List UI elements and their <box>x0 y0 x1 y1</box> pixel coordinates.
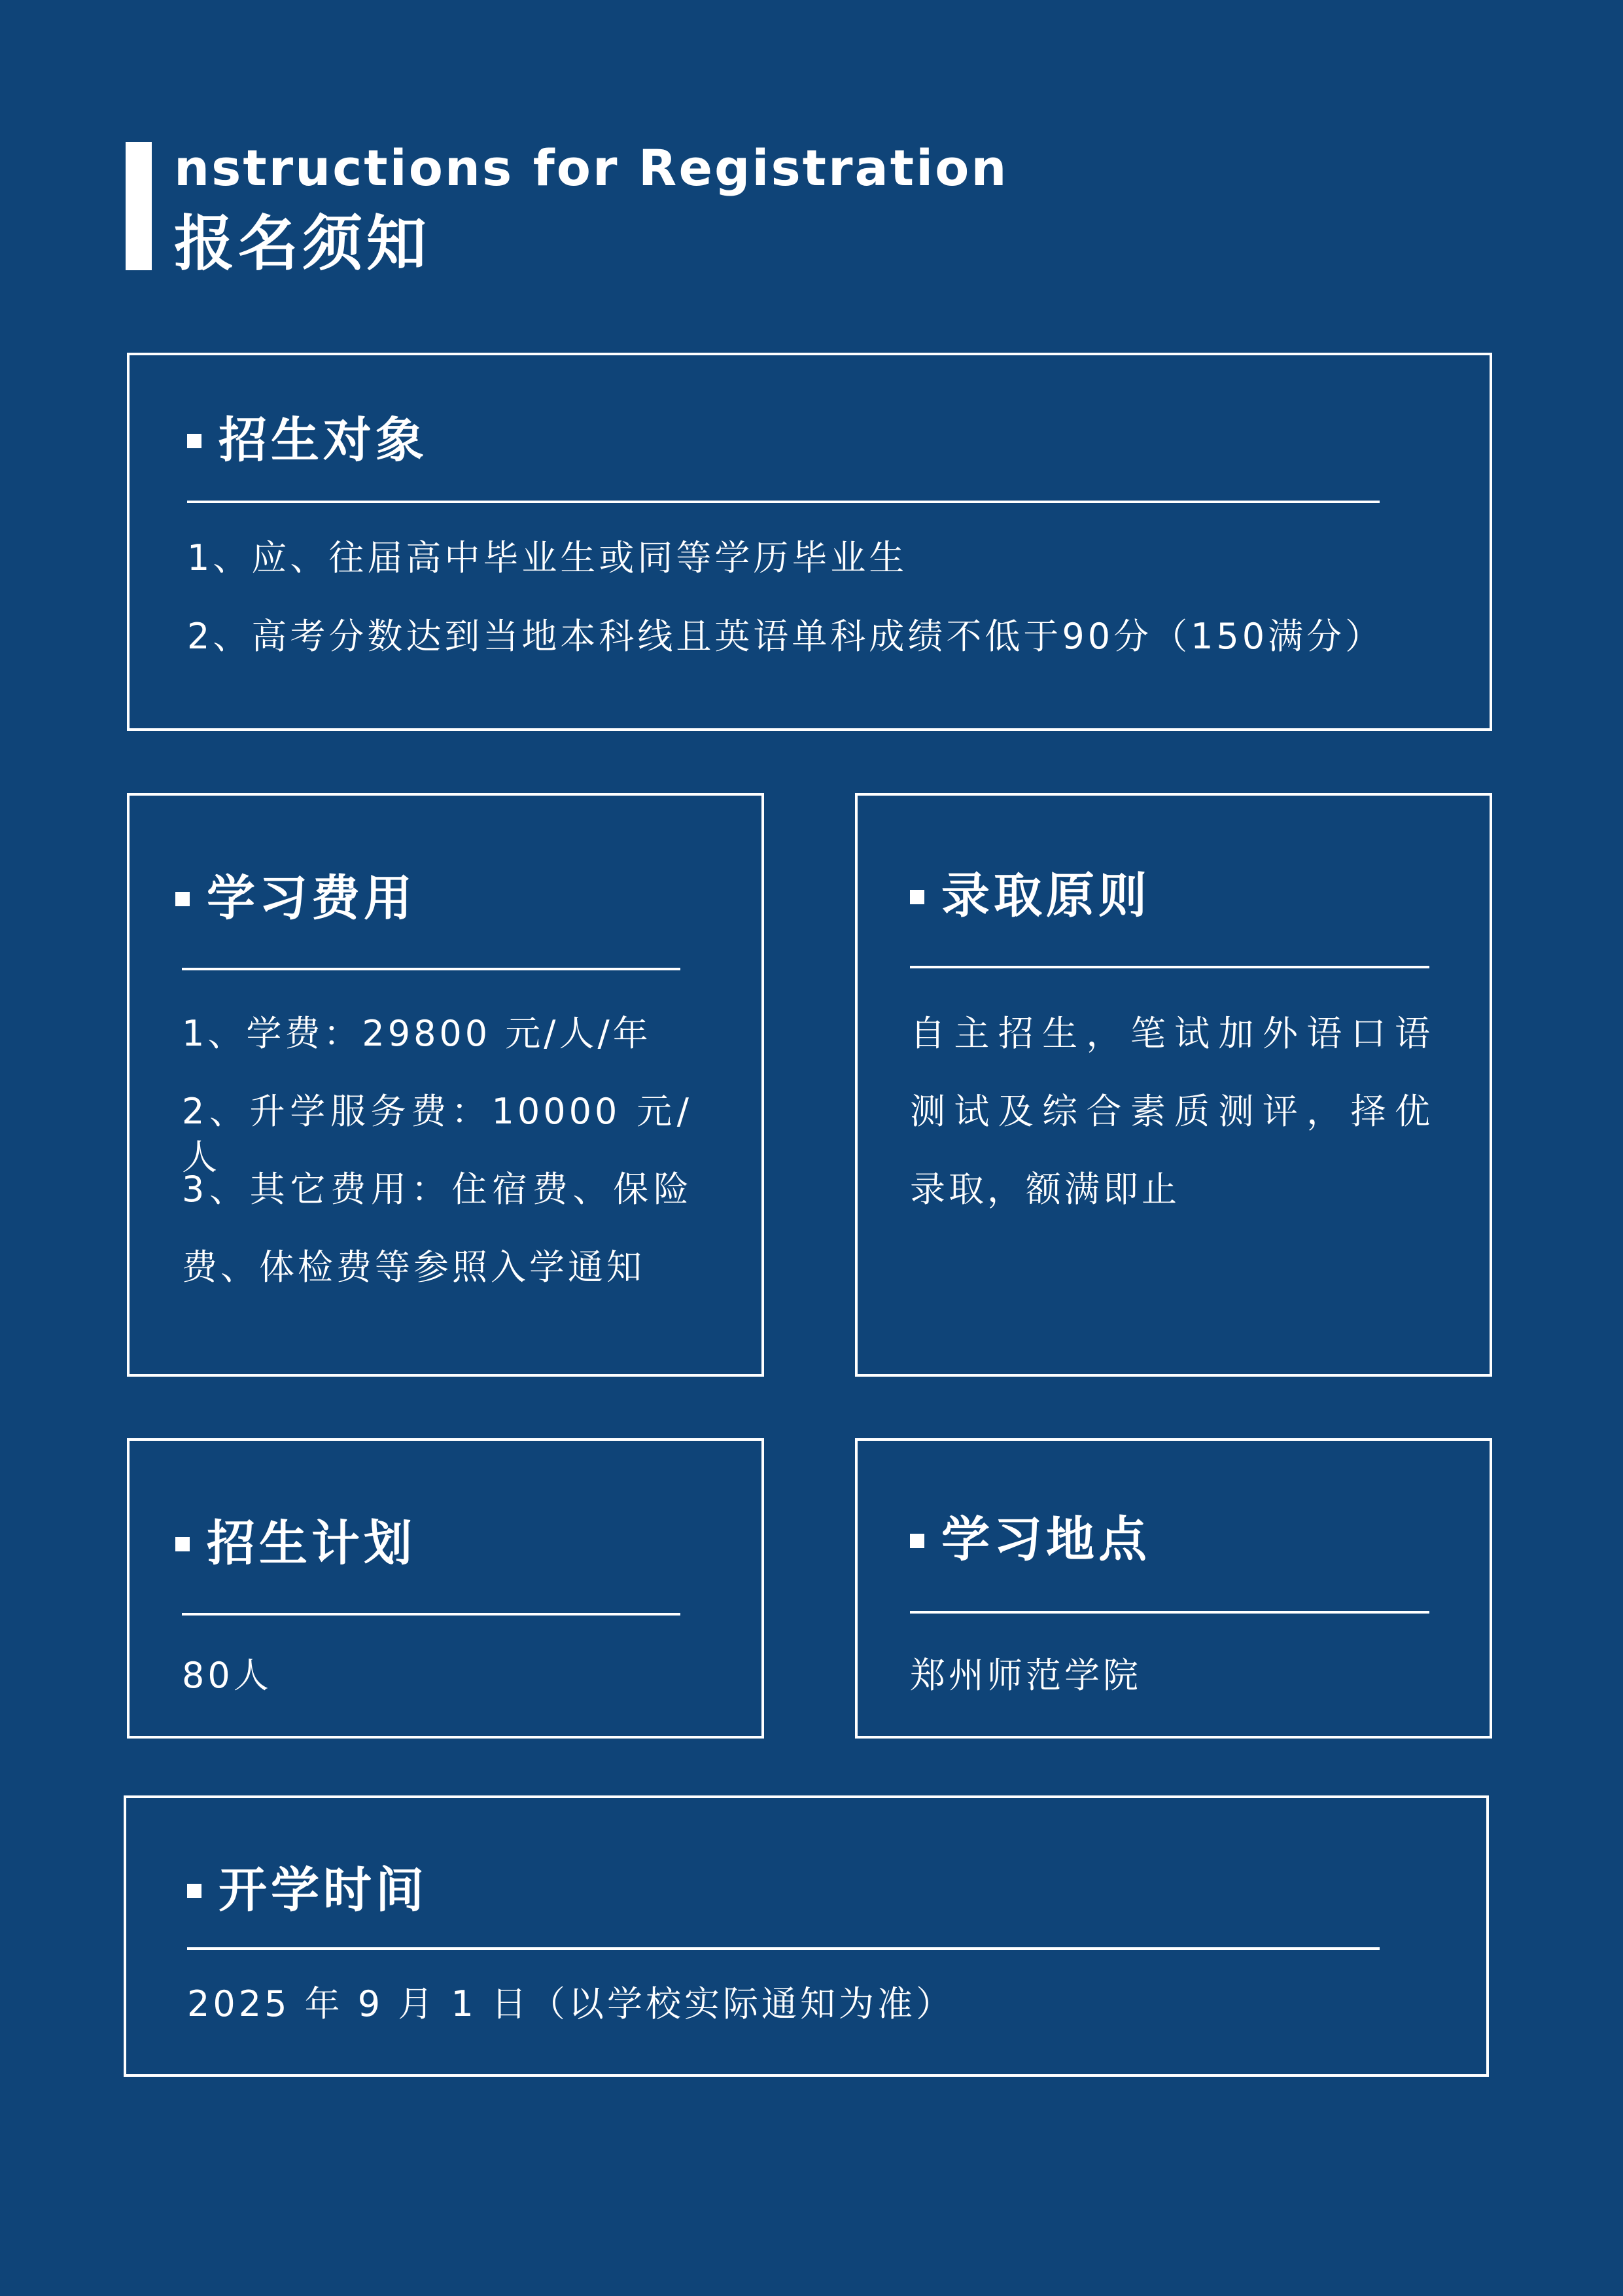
location-value: 郑州师范学院 <box>910 1655 1142 1696</box>
header-title-en: nstructions for Registration <box>174 139 1009 197</box>
card-title-start: 开学时间 <box>218 1862 428 1918</box>
bullet-icon <box>187 1884 201 1898</box>
title-rule <box>182 968 680 970</box>
admission-line-3: 录取，额满即止 <box>910 1169 1180 1210</box>
target-line-2: 2、高考分数达到当地本科线且英语单科成绩不低于90分（150满分） <box>187 616 1384 657</box>
plan-value: 80人 <box>182 1655 272 1696</box>
bullet-icon <box>187 434 201 448</box>
title-rule <box>182 1613 680 1616</box>
card-target <box>127 353 1492 731</box>
bullet-icon <box>910 1534 924 1548</box>
card-fees <box>127 793 764 1377</box>
target-line-1: 1、应、往届高中毕业生或同等学历毕业生 <box>187 537 908 578</box>
bullet-icon <box>175 1537 190 1551</box>
admission-line-2: 测试及综合素质测评，择优 <box>910 1091 1433 1132</box>
card-title-location: 学习地点 <box>941 1511 1151 1568</box>
start-value: 2025 年 9 月 1 日（以学校实际通知为准） <box>187 1983 954 2024</box>
title-rule <box>187 501 1380 503</box>
card-title-fees: 学习费用 <box>207 870 416 927</box>
bullet-icon <box>175 892 190 906</box>
title-rule <box>910 1611 1429 1614</box>
title-rule <box>187 1947 1380 1950</box>
card-start <box>124 1795 1489 2077</box>
title-rule <box>910 966 1429 968</box>
header-title-cn: 报名须知 <box>174 209 431 279</box>
card-plan <box>127 1438 764 1739</box>
fees-line-4: 费、体检费等参照入学通知 <box>182 1246 645 1288</box>
card-title-admission: 录取原则 <box>941 868 1151 924</box>
card-title-plan: 招生计划 <box>207 1515 416 1572</box>
card-title-target: 招生对象 <box>218 412 428 468</box>
admission-line-1: 自主招生，笔试加外语口语 <box>910 1013 1433 1054</box>
fees-line-1: 1、学费：29800 元/人/年 <box>182 1013 652 1054</box>
fees-line-2: 2、升学服务费：10000 元/人 <box>182 1091 692 1178</box>
header-accent-bar <box>126 142 152 270</box>
bullet-icon <box>910 890 924 904</box>
card-location <box>855 1438 1492 1739</box>
fees-line-3: 3、其它费用：住宿费、保险 <box>182 1169 692 1210</box>
card-admission <box>855 793 1492 1377</box>
